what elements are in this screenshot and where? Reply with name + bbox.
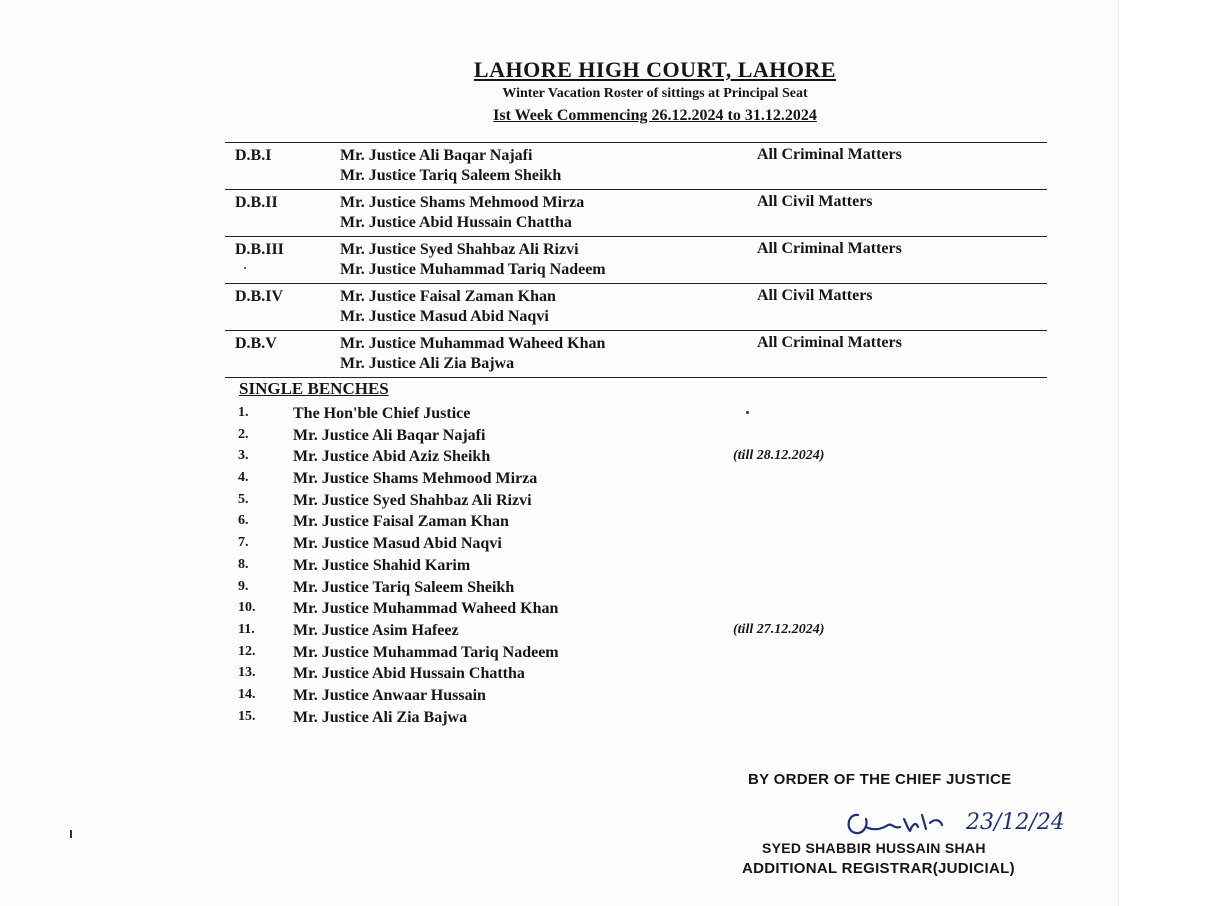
division-bench-row [225, 142, 1047, 189]
list-item [238, 622, 938, 644]
list-item [238, 470, 938, 492]
bench-judge: Mr. Justice Ali Baqar Najafi [340, 147, 533, 164]
item-number: 8. [238, 556, 249, 572]
bench-judge: Mr. Justice Ali Zia Bajwa [340, 355, 515, 372]
bench-matters: All Civil Matters [757, 287, 873, 304]
order-line: BY ORDER OF THE CHIEF JUSTICE [748, 771, 1012, 788]
date-note: (till 28.12.2024) [733, 448, 825, 464]
judge-name: Mr. Justice Abid Hussain Chattha [293, 665, 525, 683]
judge-name: Mr. Justice Ali Zia Bajwa [293, 708, 468, 726]
item-number: 13. [238, 665, 256, 681]
judge-name: Mr. Justice Faisal Zaman Khan [293, 513, 509, 531]
list-item [238, 405, 938, 427]
division-bench-row [225, 283, 1047, 330]
list-item [238, 427, 938, 449]
signature-date: 23/12/24 [966, 810, 1065, 835]
court-title: LAHORE HIGH COURT, LAHORE [473, 57, 837, 82]
item-number: 1. [238, 405, 249, 420]
list-item [238, 535, 938, 557]
list-item [238, 709, 938, 731]
item-number: 4. [238, 470, 249, 486]
list-item [238, 600, 938, 622]
scan-speck [70, 830, 72, 838]
item-number: 9. [238, 578, 249, 594]
bench-code: D.B.IV [235, 288, 284, 305]
judge-name: Mr. Justice Muhammad Waheed Khan [293, 600, 559, 618]
judge-name: Mr. Justice Abid Aziz Sheikh [293, 448, 491, 466]
division-bench-table [225, 142, 1047, 378]
bench-matters: All Criminal Matters [757, 334, 902, 351]
judge-name: Mr. Justice Masud Abid Naqvi [293, 535, 502, 553]
judge-name: Mr. Justice Syed Shahbaz Ali Rizvi [293, 491, 532, 509]
item-number: 12. [238, 643, 256, 659]
division-bench-row [225, 330, 1047, 378]
list-item [238, 687, 938, 709]
bench-judge: Mr. Justice Muhammad Tariq Nadeem [340, 261, 606, 278]
list-item [238, 644, 938, 666]
item-number: 2. [238, 426, 249, 442]
scan-speck [244, 267, 246, 269]
judge-name: Mr. Justice Ali Baqar Najafi [293, 426, 486, 444]
bench-matters: All Criminal Matters [757, 146, 902, 163]
bench-matters: All Civil Matters [757, 193, 873, 210]
item-number: 10. [238, 600, 256, 616]
item-number: 7. [238, 535, 249, 551]
week-range: Ist Week Commencing 26.12.2024 to 31.12.2024 [493, 107, 817, 124]
list-item [238, 665, 938, 687]
bench-code: D.B.I [235, 147, 272, 164]
bench-judge: Mr. Justice Tariq Saleem Sheikh [340, 167, 562, 184]
item-number: 15. [238, 708, 256, 724]
signatory-title: ADDITIONAL REGISTRAR(JUDICIAL) [742, 860, 1015, 877]
single-benches-list [238, 405, 938, 730]
list-item [238, 448, 938, 470]
list-item [238, 579, 938, 601]
division-bench-row [225, 236, 1047, 283]
judge-name: The Hon'ble Chief Justice [293, 405, 471, 422]
roster-subtitle: Winter Vacation Roster of sittings at Principal Seat [502, 86, 808, 101]
judge-name: Mr. Justice Muhammad Tariq Nadeem [293, 643, 559, 661]
judge-name: Mr. Justice Shahid Karim [293, 556, 471, 574]
scan-speck [746, 411, 749, 414]
division-bench-row [225, 189, 1047, 236]
item-number: 6. [238, 513, 249, 529]
bench-judge: Mr. Justice Abid Hussain Chattha [340, 214, 572, 231]
bench-judge: Mr. Justice Muhammad Waheed Khan [340, 335, 606, 352]
bench-judge: Mr. Justice Masud Abid Naqvi [340, 308, 549, 325]
judge-name: Mr. Justice Asim Hafeez [293, 621, 459, 639]
date-note: (till 27.12.2024) [733, 621, 825, 637]
bench-judge: Mr. Justice Shams Mehmood Mirza [340, 194, 585, 211]
judge-name: Mr. Justice Anwaar Hussain [293, 686, 486, 704]
bench-code: D.B.II [235, 194, 278, 211]
bench-code: D.B.III [235, 241, 284, 258]
list-item [238, 513, 938, 535]
list-item [238, 492, 938, 514]
signatory-name: SYED SHABBIR HUSSAIN SHAH [762, 840, 986, 856]
item-number: 5. [238, 491, 249, 507]
item-number: 3. [238, 448, 249, 464]
bench-judge: Mr. Justice Syed Shahbaz Ali Rizvi [340, 241, 579, 258]
bench-code: D.B.V [235, 335, 277, 352]
bench-judge: Mr. Justice Faisal Zaman Khan [340, 288, 556, 305]
judge-name: Mr. Justice Tariq Saleem Sheikh [293, 578, 515, 596]
judge-name: Mr. Justice Shams Mehmood Mirza [293, 470, 538, 488]
bench-matters: All Criminal Matters [757, 240, 902, 257]
margin-strip [1118, 0, 1215, 906]
list-item [238, 557, 938, 579]
item-number: 11. [238, 621, 255, 637]
single-benches-heading: SINGLE BENCHES [239, 379, 389, 398]
item-number: 14. [238, 686, 256, 702]
